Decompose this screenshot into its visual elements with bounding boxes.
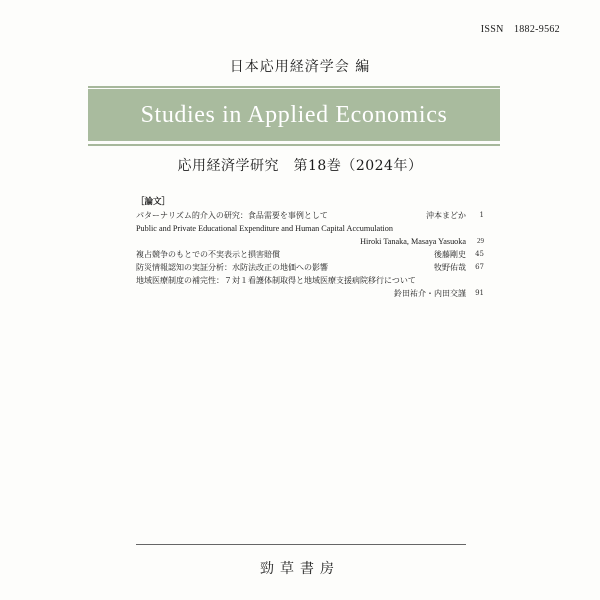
toc-entry-page: 45 bbox=[475, 250, 484, 258]
publisher-name: 勁草書房 bbox=[260, 561, 340, 577]
title-band bbox=[88, 89, 500, 141]
publisher-rule bbox=[136, 544, 466, 545]
english-title: Studies in Applied Economics bbox=[140, 101, 448, 128]
toc-entry bbox=[136, 209, 484, 222]
toc-entry-title: Public and Private Educational Expenditure and Human Capital Accumulation bbox=[136, 224, 393, 233]
toc-entry-author-row bbox=[136, 287, 484, 300]
toc-entry-page: 67 bbox=[475, 263, 484, 271]
editor-line: 日本応用経済学会 編 bbox=[229, 59, 371, 75]
toc-entry-author: 牧野佑哉 bbox=[434, 263, 466, 272]
toc-entry bbox=[136, 248, 484, 261]
title-band-bottom-rule bbox=[88, 144, 500, 146]
toc-section-heading: ［論文］ bbox=[136, 197, 171, 207]
toc-entry-title: 複占競争のもとでの不実表示と損害賠償 bbox=[136, 250, 280, 259]
volume-title: 応用経済学研究 第18巻（2024年） bbox=[177, 158, 423, 174]
toc-entry-author: 後藤剛史 bbox=[434, 250, 466, 259]
toc-entry-page: 1 bbox=[479, 211, 484, 219]
toc-entry-author: 鈴田祐介・内田交謹 bbox=[394, 289, 466, 298]
toc-entry-author-row bbox=[136, 235, 484, 248]
toc-entry-page: 29 bbox=[477, 237, 484, 245]
toc-entry-author: 沖本まどか bbox=[426, 211, 466, 220]
issn-number: ISSN 1882-9562 bbox=[480, 24, 560, 35]
toc-entry-title: 防災情報認知の実証分析：水防法改正の地価への影響 bbox=[136, 263, 328, 272]
toc-entry bbox=[136, 261, 484, 274]
toc-entry-author: Hiroki Tanaka, Masaya Yasuoka bbox=[360, 237, 466, 246]
toc-entry-title: パターナリズム的介入の研究：食品需要を事例として bbox=[136, 211, 328, 220]
toc-entry-title: 地域医療制度の補完性：７対１看護体制取得と地域医療支援病院移行について bbox=[136, 276, 416, 285]
toc-entry bbox=[136, 222, 466, 235]
table-of-contents bbox=[136, 196, 484, 300]
toc-entry bbox=[136, 274, 466, 287]
title-band-top-rule bbox=[88, 86, 500, 88]
toc-entry-page: 91 bbox=[475, 289, 484, 297]
